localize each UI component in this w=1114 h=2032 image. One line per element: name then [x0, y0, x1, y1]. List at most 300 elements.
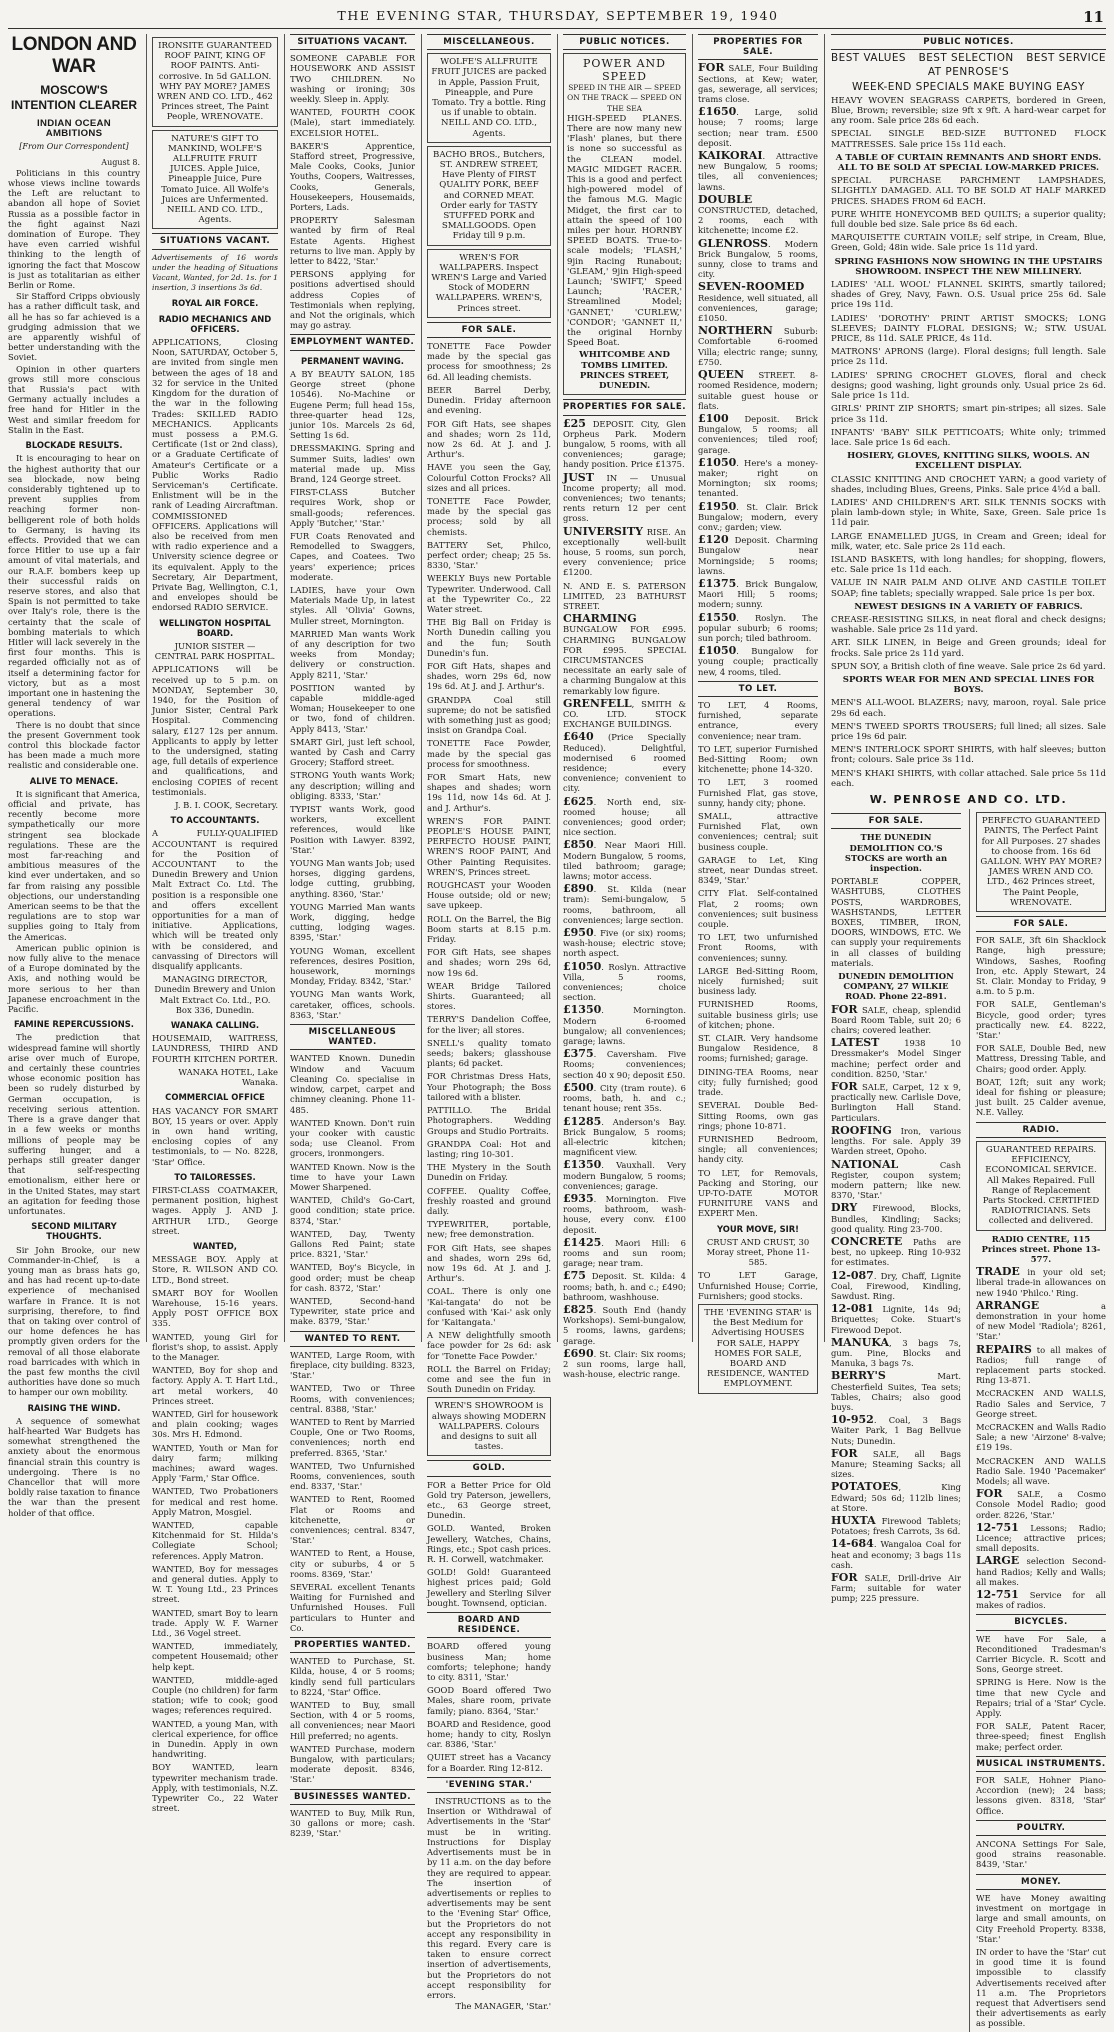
classified-ad: £100 Deposit. Brick Bungalow, 5 rooms; all conveniences; tiled roof; garage. [698, 411, 818, 455]
demolition-sign: DUNEDIN DEMOLITION COMPANY, 27 WILKIE ROAD. Phone 22-891. [838, 971, 954, 1002]
section-heading: BICYCLES. [976, 1614, 1106, 1630]
ad-lead-word: £1350 [563, 1158, 602, 1172]
ad-lead-word: DRY [831, 1201, 858, 1215]
section-heading: PUBLIC NOTICES. [831, 34, 1106, 50]
classified-ad: GRENFELL, SMITH & CO. LTD. STOCK EXCHANGE BUILDINGS. [563, 696, 686, 730]
classified-ad: FOR SALE, Carpet, 12 x 9, practically new. Carlisle Dove, Burlington Hall Stand. Particulars. [831, 1080, 961, 1123]
wanaka-sign: WANAKA HOTEL, Lake Wanaka. [178, 1066, 278, 1088]
classified-ad: SEVEN-ROOMED Residence, well situated, all conveniences, garage; £1050. [698, 280, 818, 324]
wanted-label: WANTED, [193, 1240, 237, 1251]
ad-lead-word: £1550 [698, 610, 737, 624]
article-paragraph: Politicians in this country whose views incline towards the Left are reluctant to abandon all hope of Soviet Russia as a possible factor in the fight against Nazi domination of Europe. They have even carried wishful thinking to the length of ignoring the fact that Moscow is just as totalitarian as either Berlin or Rome. [8, 167, 140, 291]
ad-lead-word: FOR [976, 1487, 1003, 1501]
classified-ad: £1350. Vauxhall. Very modern Bungalow, 5 rooms; conveniences; garage. [563, 1158, 686, 1191]
penrose-weekend: WEEK-END SPECIALS MAKE BUYING EASY [852, 80, 1085, 93]
ad-lead-word: 14-684 [831, 1537, 874, 1551]
classified-ad: FUR Coats Renovated and Remodelled to Swaggers, Capes, and Coatees. Two years' experience; prices moderate. [290, 530, 415, 582]
classified-ad: TO LET, superior Furnished Bed-Sitting Room; own kitchenette; phone 14-320. [698, 743, 818, 775]
classified-ad: £375. Caversham. Five Rooms; conveniences; section 40 x 90; deposit £50. [563, 1047, 686, 1080]
classified-ad: WANTED, smart Boy to learn trade. Apply W. F. Warner Ltd., 36 Vogel street. [152, 1607, 278, 1639]
ad-lead-word: HUXTA [831, 1514, 876, 1527]
classified-ad: 12-081 Lignite, 14s 9d; Briquettes; Coke. Stuart's Firewood Depot. [831, 1302, 961, 1335]
raf-heading: ROYAL AIR FORCE. [171, 298, 259, 309]
classified-ad: FOR Christmas Dress Hats, Your Photograph; the Boss tailored with a blister. [427, 1071, 551, 1102]
classified-ad: LARGE Bed-Sitting Room, nicely furnished; suit business lady. [698, 965, 818, 997]
classified-ad: WANTED, Two Unfurnished Rooms, conveniences, south end. 8337, 'Star.' [290, 1460, 415, 1492]
power-title: POWER AND SPEED [583, 57, 666, 84]
penrose-item: ART. SILK LINEN, in Beige and Green grounds; ideal for frocks. Sale price 2s 11d yard. [831, 638, 1106, 659]
ad-roof-paint: IRONSITE GUARANTEED ROOF PAINT, KING OF ROOF PAINTS. Anti-corrosive. In 5d GALLON. WHY PAY MORE? JAMES WREN AND CO. LTD., 462 Princes street, The Paint People, WRENOVATE. [152, 37, 278, 127]
perfecto-paints-ad: PERFECTO GUARANTEED PAINTS, The Perfect Paint for All Purposes. 27 shades to choose from. 16s 6d GALLON. WHY PAY MORE? JAMES WREN AND CO. LTD., 462 Princes street, The Paint People, WRENOVATE. [976, 812, 1106, 912]
column-6 [692, 34, 823, 1390]
ad-lead-word: £825 [563, 1302, 594, 1316]
ad-lead-word: £625 [563, 794, 594, 808]
classified-ad: BERRY'S Mart. Chesterfield Suites, Tea sets; Tables, Chairs; also good buys. [831, 1369, 961, 1412]
ad-lead-word: £890 [563, 882, 594, 896]
classified-ad: ANCONA Settings For Sale, good strains reasonable. 8439, 'Star.' [976, 1839, 1106, 1870]
ad-lead-word: 12-081 [831, 1302, 874, 1316]
article-paragraph: There is no doubt that since the present Government took control this blockade factor has been made a much more realistic and considerable one. [8, 719, 140, 771]
accountants-heading: TO ACCOUNTANTS. [170, 815, 260, 826]
power-speed-ad [563, 53, 686, 395]
classified-ad: WANTED to Buy, small Section, with 4 or 5 rooms, all conveniences; near Maori Hill preferred; no agents. [290, 1700, 415, 1741]
classified-ad: WANTED to Rent, a House, city or suburbs, 4 or 5 rooms. 8369, 'Star.' [290, 1548, 415, 1579]
star-notice: INSTRUCTIONS as to the Insertion or Withdrawal of Advertisements in the 'Star' must be in writing. Instructions for Display Advertisements must be in by 11 a.m. on the day before they are required to appear. The insertion of advertisements or replies to advertisements may be sent to the 'Evening Star' Office, but the Proprietors do not accept any responsibility in this regard. Every care is taken to ensure correct insertion of advertisements, but the Proprietors do not accept responsibility for errors. [427, 1796, 551, 2000]
section-heading: SITUATIONS VACANT. [152, 233, 278, 249]
classified-ad: IN order to have the 'Star' cut in good time it is found impossible to classify Advertisements received after 11 a.m. The Proprietors request that Advertisers send their advertisements as early as possible. [976, 1946, 1106, 2029]
ad-lead-word: £640 [563, 730, 594, 744]
classified-ad: NORTHERN Suburb: Comfortable 6-roomed Villa; electric range; sunny, £750. [698, 324, 818, 367]
section-heading: PROPERTIES FOR SALE. [698, 34, 818, 60]
classified-ad: PERSONS applying for positions advertised should address Copies of Testimonials when replying, and Not the originals, which may go astray. [290, 269, 415, 331]
classified-ad: LATEST 1938 10 Dressmaker's Model Singer machine; perfect order and condition. 8250, 'Star.' [831, 1036, 961, 1079]
section-heading: MISCELLANEOUS. [427, 34, 551, 50]
ads-list [290, 1656, 415, 1784]
col7-split [831, 809, 1106, 2031]
penrose-item: ISLAND BASKETS, with long handles; for shopping, flowers, etc. Sale price 1s 11d each. [831, 554, 1106, 576]
section-heading: FOR SALE. [831, 813, 961, 829]
penrose-items [831, 96, 1106, 789]
classified-ad: CITY Flat. Self-contained Flat, 2 rooms; own conveniences; suit business couple. [698, 888, 818, 930]
classified-ad: FOR SALE, 3ft 6in Shacklock Range, high pressure; Windows, Sashes, Roofing Iron, etc. Apply Stewart, 24 St. Clair. Monday to Friday, 9 a.m. to 5 p.m. [976, 935, 1106, 997]
classified-ad: GARAGE to Let, King street, near Dundas street. 8349, 'Star.' [698, 854, 818, 886]
classified-ad: WANTED to Buy, Milk Run, 30 gallons or more; cash. 8239, 'Star.' [290, 1807, 415, 1839]
section-heading: 'EVENING STAR.' [427, 1777, 551, 1793]
classified-ad: ROLL On the Barrel, the Big Boom starts at 8.15 p.m. Friday. [427, 913, 551, 945]
classified-ad: WANTED, immediately, competent Housemaid; other help kept. [152, 1641, 278, 1672]
hospital-sub: JUNIOR SISTER — CENTRAL PARK HOSPITAL. [154, 640, 276, 662]
smart-boy-ad: SMART BOY for Woollen Warehouse, 15-16 years. Apply POST OFFICE BOX 335. [152, 1287, 278, 1329]
classified-ad: McCRACKEN AND WALLS, Radio Sales and Service, 7 George street. [976, 1388, 1106, 1419]
ad-lead-word: GLENROSS [698, 236, 768, 250]
penrose-item: PURE WHITE HONEYCOMB BED QUILTS; a superior quality; full double bed size. Sale price 8s 6d each. [831, 209, 1106, 231]
classified-ad: WANTED, Boy for messages and general duties. Apply to W. T. Young Ltd., 23 Princes street. [152, 1563, 278, 1605]
classified-ad: McCRACKEN AND WALLS Radio Sale. 1940 'Pacemaker' Models; all wave. [976, 1455, 1106, 1486]
classified-ad: FOR SALE, a Cosmo Console Model Radio; good order. 8226, 'Star.' [976, 1487, 1106, 1520]
classified-ad: FOR SALE, Gentleman's Bicycle, good order; tyres practically new. £4. 8222, 'Star.' [976, 999, 1106, 1041]
article-paragraph: A sequence of somewhat half-hearted War Budgets has somewhat strengthened the anxiety about the enormous financial strain this country is undergoing. There is no Chancellor that will more boldly raise taxation to finance the war than the present holder of that office. [8, 1415, 140, 1518]
classified-ad: UNIVERSITY RISE. An exceptionally well-built house, 5 rooms, sun porch, every convenience; price £1200. [563, 524, 686, 578]
classified-ad: WEEKLY Buys new Portable Typewriter. Underwood. Call at the Typewriter Co., 22 Water street. [427, 573, 551, 614]
classified-ad: WANTED, Boy's Bicycle, in good order; must be cheap for cash. 8372, 'Star.' [290, 1262, 415, 1293]
classified-ad: CHARMING BUNGALOW FOR £995. CHARMING BUNGALOW FOR £995. SPECIAL CIRCUMSTANCES necessitate an early sale of a charming Bungalow at this remarkably low figure. [563, 612, 686, 696]
classified-ad: LADIES, have your Own Materials Made Up, in latest styles. All 'Olivia' Gowns, Muller street, Mornington. [290, 584, 415, 626]
article-paragraph: Opinion in other quarters grows still more conscious that Russia's pact with Germany actually includes a free hand for Hitler in the West and similar freedom for Stalin in the East. [8, 363, 140, 435]
column-2 [146, 34, 283, 1814]
classified-ad: £1550. Roslyn. The popular suburb; 6 rooms; sun porch; tiled bathroom. [698, 610, 818, 643]
classified-ad: TONETTE Face Powder, made by the special gas process for smoothness. [427, 738, 551, 769]
byline: [From Our Correspondent] [19, 142, 129, 152]
classified-ad: DINING-TEA Rooms, near city; fully furnished; good trade. [698, 1066, 818, 1098]
classified-ad: FOR SALE, Four Building Sections, at Kew; water, gas, sewerage, all services; trams close. [698, 61, 818, 105]
classified-ad: £935. Mornington. Five rooms, bathroom, wash-house, every conv. £100 deposit. [563, 1191, 686, 1235]
ad-lead-word: FOR [698, 61, 725, 75]
ad-lead-word: BERRY'S [831, 1369, 886, 1383]
penrose-item: NEWEST DESIGNS IN A VARIETY OF FABRICS. [854, 601, 1083, 612]
wanaka-text: HOUSEMAID, WAITRESS, LAUNDRESS, THIRD AND FOURTH KITCHEN PORTER. [152, 1033, 278, 1064]
ad-lead-word: £25 [563, 416, 586, 430]
classified-ad: GOLD! Gold! Guaranteed highest prices paid; Gold Jewellery and Sterling Silver bought. Townsend, optician. [427, 1567, 551, 1608]
ads-list [290, 53, 415, 330]
music-list [976, 1775, 1106, 1816]
classified-ad: WANTED, Boy for shop and factory. Apply A. T. Hart Ltd., art metal workers, 40 Princes street. [152, 1365, 278, 1406]
article-subtitle: MOSCOW'S INTENTION CLEARER [11, 83, 137, 112]
classified-ad: FOR Smart Hats, new shapes and shades; worn 19s 11d, now 14s 6d. At J. and J. Arthur's. [427, 772, 551, 813]
ad-wrens-wallpapers: WREN'S FOR WALLPAPERS. Inspect WREN'S Large and Varied Stock of MODERN WALLPAPERS. WREN'S, Princes street. [427, 249, 551, 318]
star-box: THE 'EVENING STAR' is the Best Medium for Advertising HOUSES FOR SALE, HAPPY HOMES FOR SALE, BOARD AND RESIDENCE, WANTED EMPLOYMENT. [698, 1304, 818, 1394]
penrose-item: LADIES' AND CHILDREN'S ART. SILK TENNIS SOCKS with plain lamb-down style; in White, Saxe, Green. Sale price 1s 11d pair. [831, 497, 1106, 529]
section-heading: WANTED TO RENT. [290, 1331, 415, 1347]
classified-ad: £1650. Large, solid house; 7 rooms; large section; near tram. £500 deposit. [698, 105, 818, 148]
classified-ad: SEVERAL Double Bed-Sitting Rooms, own gas rings; phone 10-871. [698, 1100, 818, 1131]
classified-ad: FOR SALE, Double Bed, new Mattress, Dressing Table, and Chairs; good order. Apply. [976, 1043, 1106, 1074]
sale-list [831, 1002, 961, 1604]
section-heading: SITUATIONS VACANT. [290, 34, 415, 50]
classified-ad: FURNISHED Rooms, suitable business girls; use of kitchen; phone. [698, 999, 818, 1030]
classified-ad: WANTED to Rent by Married Couple, One or Two Rooms, conveniences; north end preferred. 8365, 'Star.' [290, 1416, 415, 1458]
classified-ad: POSITION wanted by capable middle-aged Woman; Housekeeper to one or two, fond of children. Apply 8413, 'Star.' [290, 682, 415, 734]
classified-ad: TYPIST wants Work, good workers, excellent references, would like Position with Lawyer. 8392, 'Star.' [290, 804, 415, 855]
article-paragraph: Sir John Brooke, our new Commander-in-Chief, is a young man as brass hats go, and has had recent up-to-date experience of mechanised warfare in France. It is not surprising, therefore, to find that on taking over control of our home defences he has promptly given orders for the removal of all those elaborate road barricades with which in the past few months the civil authorities have done so much to hamper our own mobility. [8, 1244, 140, 1398]
penrose-at: AT PENROSE'S [927, 66, 1010, 79]
classified-ad: DOUBLE CONSTRUCTED, detached, 2 rooms, each with kitchenette; income £2. [698, 192, 818, 236]
classified-ad: FOR SALE, cheap, splendid Board Room Table, suit 20; 6 chairs; covered leather. [831, 1002, 961, 1036]
col7-right [969, 809, 1106, 2031]
article-paragraph: It is encouraging to hear on the highest authority that our sea blockade, now being considerably tightened up to prevent supplies from reaching former non-belligerent role of both holds to Germany, is having its effects. Provided that we can force Hitler to use up a fair amount of vital materials, and our R.A.F. bombers keep up their successful raids on reserve stores, and also that Spain is not permitted to take over Italy's role, there is the certainty that the scale of bombing materials to which Hitler will lack severely in the first four months. This is regarded officially not as of itself a determining factor for victory, but as a most important one in hastening the general tendency of war operations. [8, 453, 140, 719]
classified-ad: NATIONAL Cash Register, coupon system; modern pattern; like new. 8370, 'Star.' [831, 1157, 961, 1201]
classified-ad: FOR Gift Hats, shapes and shades, worn 29s 6d, now 19s 6d. At J. and J. Arthur's. [427, 660, 551, 692]
ads-list [427, 341, 551, 1394]
classified-ad: PROPERTY Salesman wanted by firm of Real Estate Agents. Highest returns to live man. Apply by letter to 8422, 'Star.' [290, 215, 415, 267]
perm-waving: PERMANENT WAVING. [301, 355, 404, 366]
classified-ad: SPRING is Here. Now is the time that new Cycle and Repairs; trial of a 'Star' Cycle. Apply. [976, 1677, 1106, 1719]
classified-ad: POTATOES, King Edward; 50s 6d; 112lb lines; at Store. [831, 1480, 961, 1513]
penrose-footer: W. PENROSE AND CO. LTD. [869, 793, 1068, 806]
classified-ad: £1950. St. Clair. Brick Bungalow; modern, every conv.; garden; view. [698, 499, 818, 532]
section-heading: MISCELLANEOUS WANTED. [290, 1024, 415, 1050]
classified-ad: A BY BEAUTY SALON, 185 George street (phone 10546). No-Machine or Eugene Perm; full head 15s, three-quarter head 12s, junior 10s. Marcels 2s 6d, Setting 1s 6d. [290, 368, 415, 441]
ad-lead-word: TRADE [976, 1265, 1020, 1279]
classified-ad: STRONG Youth wants Work; any description; willing and obliging. 8333, 'Star.' [290, 770, 415, 801]
column-4 [421, 34, 556, 2012]
classified-ad: WANTED Purchase, modern Bungalow, with particulars; moderate deposit. 8346, 'Star.' [290, 1743, 415, 1785]
ad-lead-word: 12-087 [831, 1268, 874, 1282]
crust-ad: CRUST AND CRUST, 30 Moray street, Phone 11-585. [706, 1236, 810, 1268]
classified-ad: £1350. Mornington. Modern 6-roomed bungalow; all conveniences; garage; lawns. [563, 1003, 686, 1047]
section-heading: MONEY. [976, 1874, 1106, 1890]
classified-ad: QUIET street has a Vacancy for a Boarder. Ring 12-812. [427, 1752, 551, 1773]
classified-ad: McCRACKEN and Walls Radio Sale; a new 'Airzone' 8-valve; £19 19s. [976, 1421, 1106, 1453]
ad-lead-word: £500 [563, 1080, 594, 1094]
classified-ad: GOLD. Wanted, Broken Jewellery, Watches, Chains, Rings, etc.; Spot cash prices. R. H. Corwell, watchmaker. [427, 1523, 551, 1565]
classified-ad: FIRST-CLASS Butcher requires Work, shop or small-goods; references. Apply 'Butcher,' 'Star.' [290, 487, 415, 528]
ad-lead-word: £690 [563, 1346, 594, 1360]
radio-heading: RADIO MECHANICS AND OFFICERS. [158, 313, 272, 334]
classified-ad: WREN'S FOR PAINT. PEOPLE'S HOUSE PAINT, PERFECTO HOUSE PAINT, WREN'S ROOF PAINT, And Other Painting Requisites. WREN'S, Princes street. [427, 815, 551, 877]
classified-ad: FOR SALE, Drill-drive Air Farm; suitable for water pump; 225 pressure. [831, 1571, 961, 1604]
classified-ad: THE Big Ball on Friday is North Dunedin calling you and the fun; South Dunedin's fun. [427, 617, 551, 658]
classified-ad: £500. City (tram route). 6 rooms, bath, h. and c.; tenant house; rent 35s. [563, 1080, 686, 1114]
ad-lead-word: REPAIRS [976, 1342, 1032, 1356]
classified-ad: WANTED, capable Kitchenmaid for St. Hilda's Collegiate School; references. Apply Matron. [152, 1520, 278, 1561]
ad-lead-word: FOR [831, 1002, 858, 1016]
classified-ad: ARRANGE a demonstration in your home of new Model 'Radiola'; 8261, 'Star.' [976, 1298, 1106, 1342]
classified-ad: BOAT, 12ft; suit any work; ideal for fishing or pleasure; just built. 25 Calder avenue, N.E. Valley. [976, 1076, 1106, 1118]
ad-lead-word: 10-952 [831, 1413, 874, 1427]
ad-lead-word: ARRANGE [976, 1298, 1040, 1312]
classified-ad: REPAIRS to all makes of Radios; full range of replacement parts stocked. Ring 13-871. [976, 1342, 1106, 1386]
ad-lead-word: NATIONAL [831, 1157, 899, 1171]
accountants-sign: MANAGING DIRECTOR, Dunedin Brewery and Union Malt Extract Co. Ltd., P.O. Box 336, Dunedin. [154, 974, 276, 1015]
to-let-list [698, 700, 818, 1219]
demolition-text: PORTABLE COPPER, WASHTUBS, CLOTHES POSTS, WARDROBES, WASHSTANDS, LETTER BOXES, TIMBER, IRON, DOORS, WINDOWS, ETC. We can supply your requirements in all classes of building materials. [831, 876, 961, 968]
classified-ad: WANTED to Rent, Roomed Flat or Rooms and kitchenette, or conveniences; central. 8347, 'Star.' [290, 1494, 415, 1546]
classified-ad: TONETTE Face Powder, made by the special gas process; sold by all chemists. [427, 495, 551, 537]
section-heading: FOR SALE. [427, 322, 551, 338]
hospital-sign: J. B. I. COOK, Secretary. [175, 800, 278, 811]
penrose-item: MEN'S KHAKI SHIRTS, with collar attached. Sale price 5s 11d each. [831, 768, 1106, 789]
column-1 [8, 34, 145, 1518]
property-list [698, 63, 818, 676]
col7-left [831, 809, 961, 2031]
ads-list [427, 1641, 551, 1772]
office-text: HAS VACANCY FOR SMART BOY, 15 years or over. Apply in own hand writing, enclosing copies of any testimonials, to — No. 8228, 'Star' Office. [152, 1105, 278, 1167]
ad-lead-word: GRENFELL [563, 696, 632, 710]
penrose-item: CREASE-RESISTING SILKS, in neat floral and check designs; washable. Sale price 2s 11d yard. [831, 614, 1106, 636]
penrose-item: SPUN SOY, a British cloth of fine weave. Sale price 2s 6d yard. [831, 661, 1106, 672]
classified-ad: FURNISHED Bedroom, single; all conveniences; handy city. [698, 1133, 818, 1165]
classified-ad: SNELL's quality tomato seeds; bakers; glasshouse plants; 6d packet. [427, 1037, 551, 1069]
classified-ad: YOUNG Man wants Work, caretaker, offices, schools. 8363, 'Star.' [290, 989, 415, 1020]
radio-centre: RADIO CENTRE, 115 Princes street. Phone 13-577. [981, 1233, 1101, 1264]
classified-ad: £75 Deposit. St. Kilda: 4 rooms; bath, h. and c.; £490; bathroom, washhouse. [563, 1269, 686, 1302]
penrose-ad [831, 53, 1106, 805]
classified-ad: FOR SALE, all Bags Manure; Steaming Sacks; all sizes. [831, 1446, 961, 1480]
classified-ad: PATTILLO. The Bridal Photographers. Wedding Groups and Studio Portraits. [427, 1105, 551, 1136]
sale-list [976, 935, 1106, 1117]
article-subtitle-2: INDIAN OCEAN AMBITIONS [37, 118, 111, 140]
column-5 [557, 34, 691, 1380]
penrose-item: HOSIERY, GLOVES, KNITTING SILKS, WOOLS. AN EXCELLENT DISPLAY. [847, 451, 1090, 472]
money-list [976, 1893, 1106, 2029]
masthead [12, 8, 1104, 26]
ad-lead-word: £1425 [563, 1235, 602, 1249]
classified-ad: £825. South End (handy Workshops). Semi-bungalow, 5 rooms, lawns, gardens; garage. [563, 1302, 686, 1346]
classified-ad: 14-684. Wangaloa Coal for heat and economy; 3 bags 11s cash. [831, 1537, 961, 1570]
power-sub: SPEED IN THE AIR — SPEED ON THE TRACK — SPEED ON THE SEA [567, 83, 682, 113]
ads-list [427, 1480, 551, 1608]
ad-lead-word: FOR [831, 1571, 858, 1585]
classified-ad: ROOFING Iron, various lengths. For sale. Apply 39 Warden street, Opoho. [831, 1123, 961, 1157]
article-paragraph: American public opinion is now fully alive to the menace of a Europe dominated by the Axis, and nothing would be more serious to her than Japanese encroachment in the Pacific. [8, 942, 140, 1015]
classified-ad: CONCRETE Paths are best, no upkeep. Ring 10-932 for estimates. [831, 1234, 961, 1268]
classified-ad: £950. Five (or six) rooms; wash-house; electric stove; north aspect. [563, 926, 686, 959]
ads-list [290, 1808, 415, 1839]
classified-ad: COFFEE. Quality Coffee, freshly roasted and ground daily. [427, 1185, 551, 1216]
classified-ad: FOR SALE, Hohner Piano-Accordion (new); 24 bass; lessons given. 8318, 'Star' Office. [976, 1775, 1106, 1816]
classified-ad: FOR Gift Hats, see shapes and shades, worn 29s 6d, now 19s 6d. At J. and J. Arthur's. [427, 1242, 551, 1284]
penrose-item: INFANTS' 'BABY' SILK PETTICOATS; White only; trimmed lace. Sale price 1s 6d each. [831, 427, 1106, 448]
section-heading: PROPERTIES WANTED. [290, 1637, 415, 1653]
classified-ad: SOMEONE CAPABLE FOR HOUSEWORK AND ASSIST TWO CHILDREN. No washing or ironing; 30s weekly. Sleep in. Apply. [290, 53, 415, 105]
power-text: HIGH-SPEED PLANES. There are now many new 'Flash' planes, but there is none so successful as the CLEAN model. MAGIC MIDGET RACER. This is a good and perfect high-powered model of the famous M.G. Magic Midget, the first car to attain the speed of 100 miles per hour. HORNBY SPEED BOATS. True-to-scale models; 'FLASH,' 9jin Racing Runabout; 'GLEAM,' 9jin High-speed Launch; 'SWIFT,' Speed Launch; 'RACER,' Streamlined Model; 'GANNET,' 'CURLEW,' 'CONDOR'; 'GANNET II,' the original Hornby Speed Boat. [567, 113, 682, 349]
classified-ad: DRY Firewood, Blocks, Bundles, Kindling; Sacks; good quality. Ring 23-700. [831, 1201, 961, 1234]
classified-ad: WANTED Known. Don't ruin your cooker with caustic soda; use Cleanol. From grocers, ironmongers. [290, 1117, 415, 1159]
classified-ad: £1050. Bungalow for young couple; practically new, 4 rooms, tiled. [698, 644, 818, 677]
section-heading: EMPLOYMENT WANTED. [290, 334, 415, 350]
classified-ad: WANTED, a young Man, with clerical experience, for office in Dunedin. Apply in own handwriting. [152, 1718, 278, 1760]
ad-lead-word: FOR [831, 1446, 858, 1460]
penrose-item: VALUE IN NAIR PALM AND OLIVE AND CASTILE TOILET SOAP; fine tablets; specially wrapped. Sale price 1s per box. [831, 578, 1106, 599]
column-3 [284, 34, 420, 1839]
classified-ad: MARRIED Man wants Work of any description for two weeks from Monday; delivery or construction. Apply 8211, 'Star.' [290, 628, 415, 680]
power-sign: WHITCOMBE AND TOMBS LIMITED. PRINCES STREET, DUNEDIN. [579, 350, 670, 392]
penrose-item: MEN'S ALL-WOOL BLAZERS; navy, maroon, royal. Sale price 29s 6d each. [831, 698, 1106, 719]
classified-ad: 12-087. Dry, Chaff, Lignite Coal, Firewood, Kindling, Sawdust. Ring. [831, 1268, 961, 1301]
penrose-item: MEN'S TWEED SPORTS TROUSERS; full lined; all sizes. Sale price 19s 6d pair. [831, 721, 1106, 742]
classified-ad: FOR SALE, Patent Racer, three-speed; finest English make; perfect order. [976, 1721, 1106, 1752]
classified-ad: TERRY'S Dandelion Coffee, for the liver; all stores. [427, 1014, 551, 1035]
masthead-rule [8, 28, 1106, 29]
your-move: YOUR MOVE, SIR! [717, 1223, 799, 1234]
ad-lead-word: £1050 [563, 959, 602, 973]
ad-bacho-bros: BACHO BROS., Butchers, ST. ANDREW STREET, Have Plenty of FIRST QUALITY PORK, BEEF and CORNED MEAT. Order early for TASTY STUFFED PORK and SMALLGOODS. Open Friday till 9 p.m. [427, 146, 551, 246]
classified-ad: GOOD Board offered Two Males, share room, private family; piano. 8364, 'Star.' [427, 1685, 551, 1716]
article-title: LONDON AND WAR [11, 34, 137, 77]
classified-ad: WANTED, Second-hand Typewriter, state price and make. 8379, 'Star.' [290, 1295, 415, 1327]
messenger-ad: MESSAGE BOY. Apply at Store, R. WILSON AND CO. LTD., Bond street. [152, 1254, 278, 1285]
article-body [8, 168, 140, 1518]
penrose-best-selection: BEST SELECTION [918, 52, 1014, 65]
ad-lead-word: £75 [563, 1269, 586, 1283]
classified-ad: DRESSMAKING. Spring and Summer Suits, ladies' own material made up. Miss Brand, 124 George street. [290, 443, 415, 484]
ad-lead-word: £950 [563, 926, 594, 940]
page-number: 11 [1083, 8, 1104, 26]
ad-lead-word: CONCRETE [831, 1234, 903, 1248]
classified-ad: TO LET, 3 roomed Furnished Flat, gas stove, sunny, handy city; phone. [698, 777, 818, 808]
ads-list [290, 1350, 415, 1633]
ad-fruit-juices: NATURE'S GIFT TO MANKIND, WOLFE'S ALLFRUITE FRUIT JUICES. Apple Juice, Pineapple Juice, Pure Tomato Juice. All Wolfe's Juices are Unfermented. NEILL AND CO. LTD., Agents. [152, 130, 278, 230]
classified-ad: LARGE selection Second-hand Radios; Kelly and Walls; all makes. [976, 1554, 1106, 1587]
classified-ad: £850. Near Maori Hill. Modern Bungalow, 5 rooms, tiled bathroom; garage; lawns; motor access. [563, 838, 686, 882]
classified-ad: HUXTA Firewood Tablets; Potatoes; fresh Carrots, 3s 6d. [831, 1514, 961, 1537]
classified-ad: £690. St. Clair: Six rooms; 2 sun rooms, large hall, wash-house, electric range. [563, 1346, 686, 1380]
classified-ad: N. AND E. S. PATERSON LIMITED, 23 BATHURST STREET. [563, 580, 686, 611]
penrose-best-values: BEST VALUES [831, 52, 907, 65]
hospital-text: APPLICATIONS will be received up to 5 p.m. on MONDAY, September 30, 1940, for the Position of Junior Sister, Central Park Hospital. Commencing salary, £127 12s per annum. Applicants to apply by letter to the undersigned, stating age, full details of experience and qualifications, and enclosing COPIES of recent testimonials. [152, 664, 278, 797]
dateline: August 8. [101, 157, 140, 167]
property-list [563, 416, 686, 1380]
classified-ad: WANTED Known. Dunedin Window and Vacuum Cleaning Co. specialise in window, carpet, carpet and chimney cleaning. Phone 11-485. [290, 1053, 415, 1115]
section-heading: TO LET. [698, 681, 818, 697]
column-7 [824, 34, 1106, 2029]
wanaka-heading: WANAKA CALLING. [170, 1020, 260, 1031]
notice: Advertisements of 16 words under the heading of Situations Vacant, Wanted, for 2d. 1s. for 1 insertion, 3 insertions 3s 6d. [152, 252, 278, 293]
classified-ad: TRADE in your old set; liberal trade-in allowances on new 1940 'Philco.' Ring. [976, 1265, 1106, 1298]
ad-lead-word: LARGE [976, 1554, 1020, 1568]
classified-ad: £1050. Here's a money-maker; right on Mornington; six rooms; tenanted. [698, 455, 818, 499]
classified-ad: WANTED, Large Room, with fireplace, city building. 8323, 'Star.' [290, 1349, 415, 1381]
classified-ad: THE Mystery in the South Dunedin on Friday. [427, 1162, 551, 1183]
hospital-heading: WELLINGTON HOSPITAL BOARD. [159, 617, 271, 638]
classified-ad: JUST IN — Unusual Income property; all mod. conveniences; two tenants; rents return 12 per cent gross. [563, 470, 686, 524]
ad-lead-word: £1950 [698, 499, 737, 513]
classified-ad: WE have Money awaiting investment on mortgage in large and small amounts, on City Freehold Property. 8338, 'Star.' [976, 1892, 1106, 1944]
ad-lead-word: £850 [563, 838, 594, 852]
classified-ad: ROLL the Barrel on Friday; come and see the fun in South Dunedin on Friday. [427, 1363, 551, 1395]
tailor-heading: TO TAILORESSES. [174, 1171, 256, 1182]
bicycle-list [976, 1634, 1106, 1752]
ad-lead-word: £1350 [563, 1003, 602, 1017]
penrose-item: SPRING FASHIONS NOW SHOWING IN THE UPSTAIRS SHOWROOM. INSPECT THE NEW MILLINERY. [834, 256, 1103, 277]
penrose-item: LADIES' 'DOROTHY' PRINT ARTIST SMOCKS; LONG SLEEVES; DAINTY FLORAL DESIGNS; W.; STW. USUAL PRICE, 8s 11d. SALE PRICE, 4s 11d. [831, 313, 1106, 345]
classified-ad: £1425. Maori Hill: 6 rooms and sun room; garage; near tram. [563, 1235, 686, 1269]
article-paragraph: Sir Stafford Cripps obviously has a rather difficult task, and all he has so far achieved is a grudging admission that we are apparently wishful of better understanding with the Soviet. [8, 291, 140, 363]
penrose-item: MATRONS' APRONS (large). Floral designs; full length. Sale price 2s 11d. [831, 347, 1106, 368]
classified-ad: SMALL, attractive Furnished Flat, own conveniences; central; suit business couple. [698, 811, 818, 852]
classified-ad: WANTED, Two or Three Rooms, with conveniences; central. 8388, 'Star.' [290, 1383, 415, 1414]
section-heading: PROPERTIES FOR SALE. [563, 399, 686, 415]
ad-lead-word: POTATOES [831, 1480, 899, 1494]
section-heading: MUSICAL INSTRUMENTS. [976, 1756, 1106, 1772]
classified-ad: BOARD offered young business Man; home comforts; telephone; handy to city. 8311, 'Star.' [427, 1641, 551, 1683]
article-paragraph: The prediction that widespread famine will shortly arise over much of Europe, and certainly these countries whose economic position has been so rudely disturbed by German occupation, is receiving serious attention. There is a grave danger that in a few weeks or months millions of people may be suffering hunger, and a perhaps still greater danger that self-respecting emotionalism, either here or in the United States, may start an agitation for feeding those unfortunates. [8, 1032, 140, 1216]
classified-ad: COAL. There is only one 'Kai-tangata' do not be confused with 'Kai-' ask only for 'Kaitangata.' [427, 1286, 551, 1327]
penrose-item: HEAVY WOVEN SEAGRASS CARPETS, bordered in Green, Blue, Brown; reversible; size 9ft x 9ft. A hard-wear carpet for any room. Sale price 28s 6d each. [831, 95, 1106, 127]
ad-lead-word: DOUBLE [698, 192, 753, 206]
demolition-title: THE DUNEDIN DEMOLITION CO.'S STOCKS are worth an inspection. [844, 832, 948, 874]
classified-ad: FOR a Better Price for Old Gold try Paterson, jewellers, etc., 63 George street, Dunedin. [427, 1479, 551, 1521]
classified-ad: WANTED, middle-aged Couple (no children) for farm station; wife to cook; good wages; references required. [152, 1674, 278, 1716]
section-heading: BOARD AND RESIDENCE. [427, 1612, 551, 1638]
classified-ad: FOR Gift Hats, see shapes and shades; worn 29s 6d, now 19s 6d. [427, 947, 551, 978]
classified-ad: A NEW delightfully smooth face powder for 2s 6d: ask for 'Tonette Face Powder.' [427, 1330, 551, 1361]
classified-ad: KAIKORAI. Attractive new Bungalow, 5 rooms; tiles, all conveniences; lawns. [698, 149, 818, 192]
classified-ad: WANTED Known. Now is the time to have your Lawn Mower Sharpened. [290, 1161, 415, 1192]
ad-lead-word: £100 [698, 411, 729, 425]
section-heading: FOR SALE. [976, 916, 1106, 932]
ad-lead-word: FOR [831, 1080, 858, 1094]
ad-lead-word: ROOFING [831, 1123, 892, 1137]
classified-ad: YOUNG Man wants Job; used horses, digging gardens, lodge cutting, grubbing, anything. 8360, 'Star.' [290, 858, 415, 899]
ad-lead-word: £1375 [698, 576, 737, 590]
ad-lead-word: KAIKORAI [698, 149, 763, 163]
penrose-item: MARQUISETTE CURTAIN VOILE; self stripe, in Cream, Blue, Green, Gold; 48in wide. Sale price 1s 11d yard. [831, 233, 1106, 254]
garage-ad: TO LET Garage, Unfurnished House; Corrie, Furnishers; good stocks. [698, 1270, 818, 1301]
ad-lead-word: £120 [698, 533, 729, 547]
classified-ad: TO LET, 4 Rooms, furnished, separate entrance, every convenience; near tram. [698, 699, 818, 741]
ad-lead-word: £375 [563, 1047, 594, 1061]
